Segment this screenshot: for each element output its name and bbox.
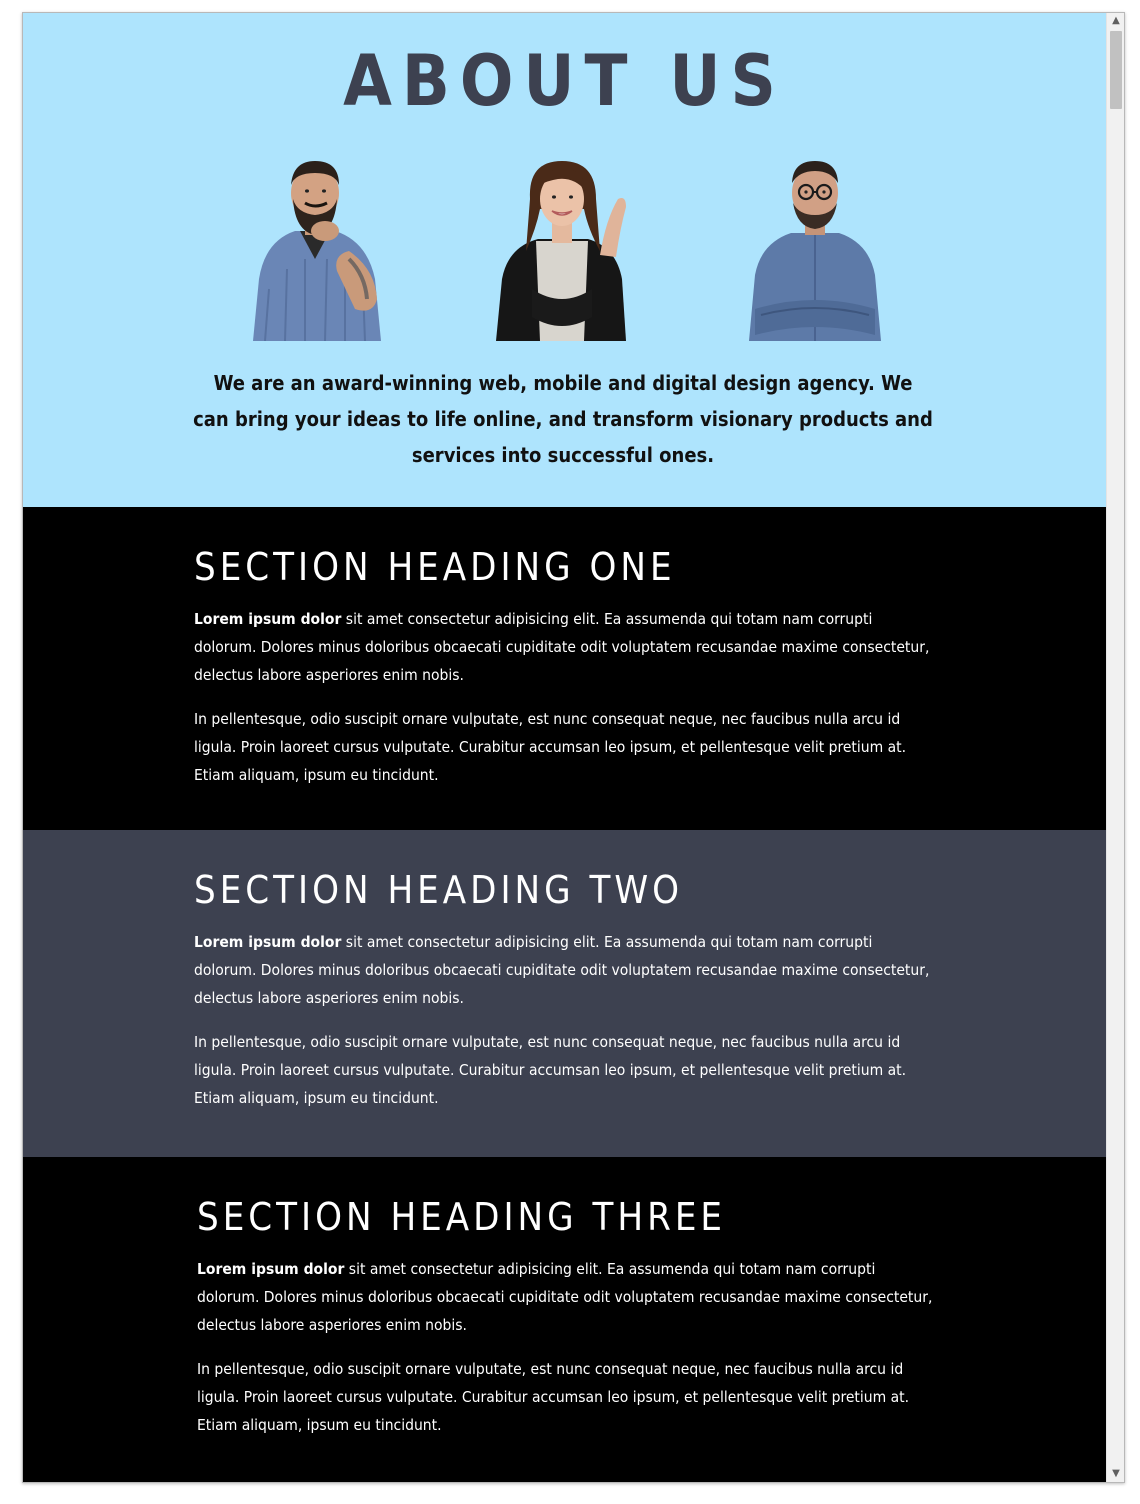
agency-intro: We are an award-winning web, mobile and digital design agency. We can bring your ideas to life online, and transform visionary products and services into successful ones. (193, 371, 933, 467)
page-title: ABOUT US (343, 40, 786, 122)
section-paragraph (197, 1255, 937, 1339)
arrow-down-icon[interactable]: ▼ (1112, 1468, 1120, 1479)
section-paragraph (194, 605, 934, 689)
section-paragraph: In pellentesque, odio suscipit ornare vulputate, est nunc consequat neque, nec faucibus nulla arcu id ligula. Proin laoreet cursus vulputate. Curabitur accumsan leo ipsum, et pellentesque velit pretium at. Etiam aliquam, ipsum eu tincidunt. (197, 1360, 910, 1434)
section-paragraph (194, 928, 934, 1012)
section-paragraph: In pellentesque, odio suscipit ornare vulputate, est nunc consequat neque, nec faucibus nulla arcu id ligula. Proin laoreet cursus vulputate. Curabitur accumsan leo ipsum, et pellentesque velit pretium at. Etiam aliquam, ipsum eu tincidunt. (194, 710, 907, 784)
section-heading: SECTION HEADING ONE (194, 545, 676, 589)
paragraph-text: sit amet consectetur adipisicing elit. Ea assumenda qui totam nam corrupti dolorum. Dolores minus doloribus obcaecati cupiditate odit voluptatem recusandae maxime consectetur, delectus labore asperiores enim nobis. (197, 1260, 933, 1334)
bold-lead: Lorem ipsum dolor (194, 933, 342, 951)
browser-window (22, 12, 1125, 1483)
about-hero (23, 13, 1106, 507)
smiling-woman-photo (492, 159, 632, 341)
section-heading: SECTION HEADING THREE (197, 1195, 727, 1239)
man-with-glasses-photo (745, 159, 885, 341)
paragraph-text: sit amet consectetur adipisicing elit. Ea assumenda qui totam nam corrupti dolorum. Dolores minus doloribus obcaecati cupiditate odit voluptatem recusandae maxime consectetur, delectus labore asperiores enim nobis. (194, 610, 930, 684)
scrollbar-thumb[interactable] (1110, 31, 1122, 109)
bearded-man-photo (245, 159, 385, 341)
section-three (23, 1157, 1106, 1482)
section-paragraph: In pellentesque, odio suscipit ornare vulputate, est nunc consequat neque, nec faucibus nulla arcu id ligula. Proin laoreet cursus vulputate. Curabitur accumsan leo ipsum, et pellentesque velit pretium at. Etiam aliquam, ipsum eu tincidunt. (194, 1033, 907, 1107)
paragraph-text: sit amet consectetur adipisicing elit. Ea assumenda qui totam nam corrupti dolorum. Dolores minus doloribus obcaecati cupiditate odit voluptatem recusandae maxime consectetur, delectus labore asperiores enim nobis. (194, 933, 930, 1007)
arrow-up-icon[interactable]: ▲ (1112, 15, 1120, 26)
vertical-scrollbar[interactable] (1106, 13, 1125, 1482)
section-heading: SECTION HEADING TWO (194, 868, 684, 912)
bold-lead: Lorem ipsum dolor (194, 610, 342, 628)
bold-lead: Lorem ipsum dolor (197, 1260, 345, 1278)
page-viewport (23, 13, 1106, 1482)
section-one (23, 507, 1106, 830)
section-two (23, 830, 1106, 1157)
